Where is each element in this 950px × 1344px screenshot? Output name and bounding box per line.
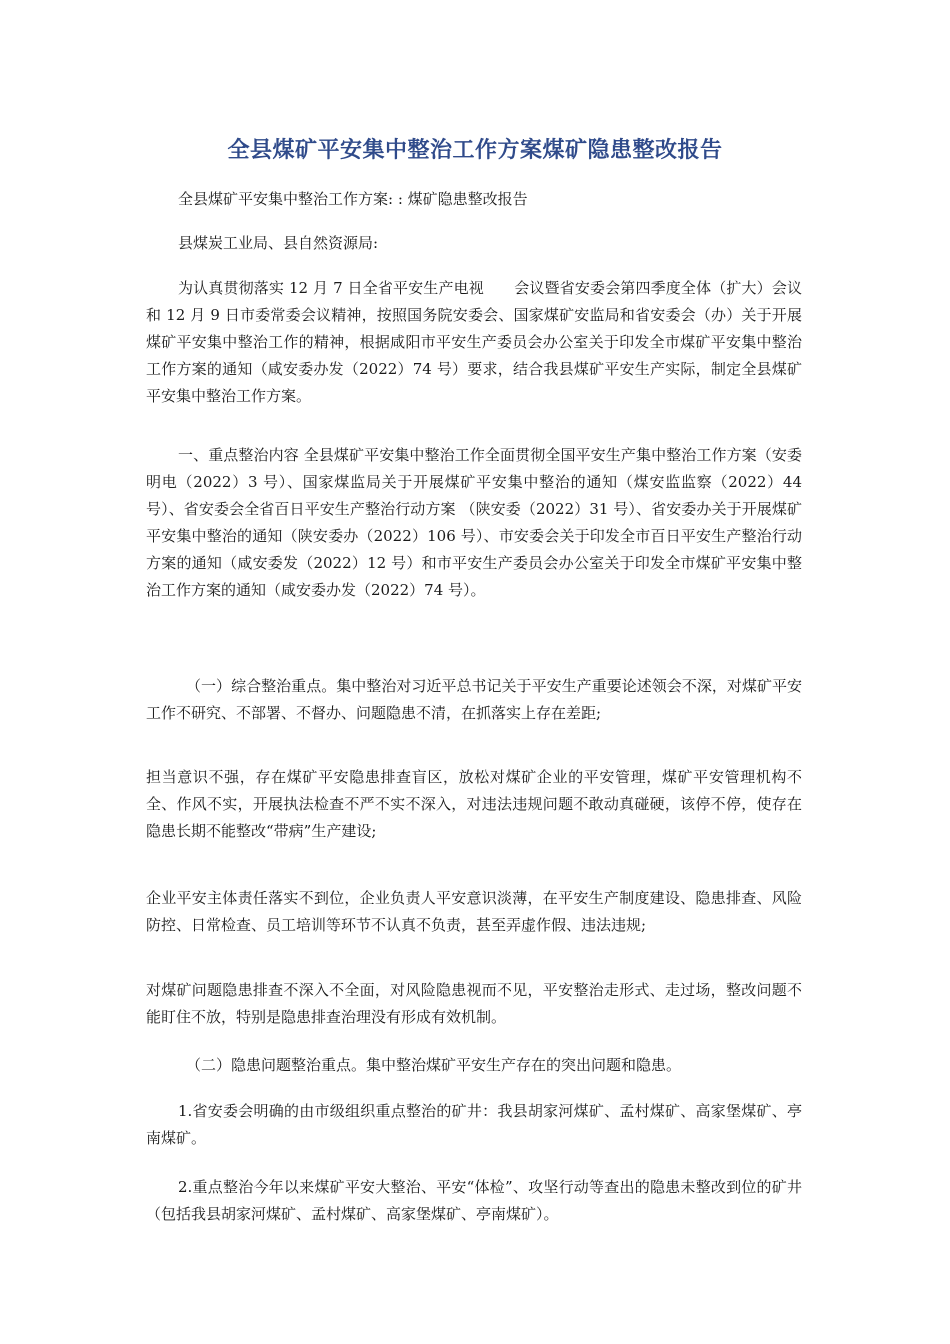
responsibility-paragraph: 担当意识不强，存在煤矿平安隐患排查盲区，放松对煤矿企业的平安管理，煤矿平安管理机构不全、作风不实，开展执法检查不严不实不深入，对违法违规问题不敢动真碰硬，该停不停，使存在隐患长期不能整改“带病”生产建设; [146,768,802,840]
addressee-paragraph: 县煤炭工业局、县自然资源局: [178,234,379,252]
list-item-1: 1.省安委会明确的由市级组织重点整治的矿井：我县胡家河煤矿、孟村煤矿、高家堡煤矿、亭南煤矿。 [146,1102,802,1147]
section-one-paragraph: 一、重点整治内容 全县煤矿平安集中整治工作全面贯彻全国平安生产集中整治工作方案（安委明电（2022）3 号）、国家煤监局关于开展煤矿平安集中整治的通知（煤安监监察（2022）44 号）、省安委会全省百日平安生产整治行动方案 （陕安委（2022）31 号）、省安委办关于开展煤矿平安集中整治的通知（陕安委办（2022）106 号）、市安委会关于印发全市百日平安生产整治行动方案的通知（咸安委发（2022）12 号）和市平安生产委员会办公室关于印发全市煤矿平安集中整治工作方案的通知（咸安委办发（2022）74 号）。 [146,446,802,599]
hidden-danger-focus-paragraph: （二）隐患问题整治重点。集中整治煤矿平安生产存在的突出问题和隐患。 [186,1056,682,1074]
intro-paragraph: 为认真贯彻落实 12 月 7 日全省平安生产电视 会议暨省安委会第四季度全体（扩大）会议和 12 月 9 日市委常委会议精神，按照国务院安委会、国家煤矿安监局和省安委会（办）关于开展煤矿平安集中整治工作的精神，根据咸阳市平安生产委员会办公室关于印发全市煤矿平安集中整治工作方案的通知（咸安委办发（2022）74 号）要求，结合我县煤矿平安生产实际，制定全县煤矿平安集中整治工作方案。 [146,279,802,405]
comprehensive-focus-paragraph: （一）综合整治重点。集中整治对习近平总书记关于平安生产重要论述领会不深，对煤矿平安工作不研究、不部署、不督办、问题隐患不清，在抓落实上存在差距; [146,677,802,722]
subtitle-paragraph: 全县煤矿平安集中整治工作方案: : 煤矿隐患整改报告 [178,190,528,208]
document-title: 全县煤矿平安集中整治工作方案煤矿隐患整改报告 [227,138,723,163]
list-item-2: 2.重点整治今年以来煤矿平安大整治、平安“体检”、攻坚行动等查出的隐患未整改到位的矿井（包括我县胡家河煤矿、孟村煤矿、高家堡煤矿、亭南煤矿）。 [146,1178,802,1223]
hazard-investigation-paragraph: 对煤矿问题隐患排查不深入不全面，对风险隐患视而不见，平安整治走形式、走过场，整改问题不能盯住不放，特别是隐患排查治理没有形成有效机制。 [146,981,802,1026]
enterprise-paragraph: 企业平安主体责任落实不到位，企业负责人平安意识淡薄，在平安生产制度建设、隐患排查、风险防控、日常检查、员工培训等环节不认真不负责，甚至弄虚作假、违法违规; [146,889,802,934]
